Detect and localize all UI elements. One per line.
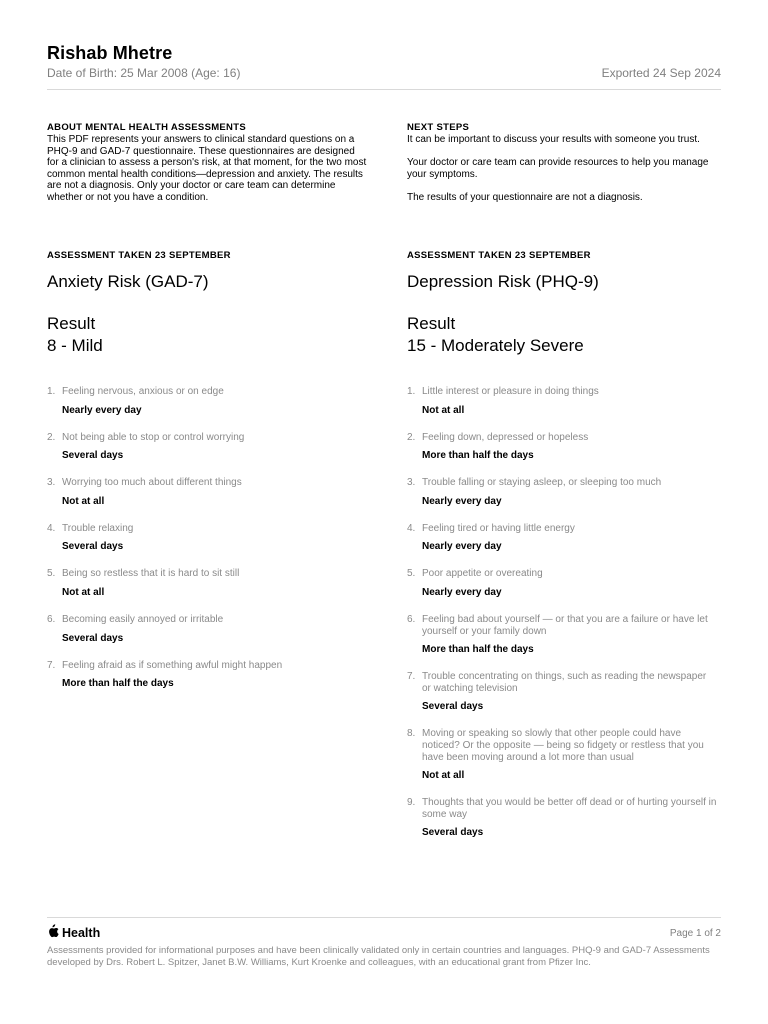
question-answer: Several days: [62, 450, 124, 462]
question-text: Poor appetite or overeating: [422, 568, 543, 580]
header-divider: [47, 89, 721, 90]
question-number: 4.: [407, 522, 416, 534]
question-text: Feeling afraid as if something awful might happen: [62, 659, 283, 671]
about-heading: ABOUT MENTAL HEALTH ASSESSMENTS: [47, 122, 246, 133]
gad7-question-item: [47, 614, 357, 645]
gad7-question-item: [47, 523, 357, 554]
phq9-question-list: [407, 386, 717, 854]
phq9-question-item: [407, 477, 717, 508]
question-number: 7.: [47, 659, 56, 671]
footer-disclaimer: Assessments provided for informational purposes and have been clinically validated only in certain countries and languages. PHQ-9 and GAD-7 Assessments developed by Drs. Robert L. Spitzer, Janet B.W. Williams, Kurt Kroenke and colleagues, with an educational grant from Pfizer Inc.: [47, 945, 710, 968]
about-text: This PDF represents your answers to clinical standard questions on a PHQ-9 and GAD-7 questionnaire. These questionnaires are designed for a clinician to assess a person's risk, at that moment, for the two most common mental health conditions—depression and anxiety. The results are not a diagnosis. Only your doctor or care team can determine whether or not you have a condition.: [47, 134, 367, 203]
phq9-question-item: [407, 728, 717, 782]
apple-logo-icon: [47, 924, 59, 941]
question-text: Moving or speaking so slowly that other people could have noticed? Or the opposite — being so fidgety or restless that you have been moving around a lot more than usual: [422, 728, 704, 763]
question-text: Feeling down, depressed or hopeless: [422, 431, 589, 443]
question-answer: Nearly every day: [422, 541, 502, 553]
patient-name: Rishab Mhetre: [47, 43, 173, 63]
phq9-result-label: Result: [407, 314, 456, 333]
question-answer: Nearly every day: [422, 586, 502, 598]
question-number: 6.: [407, 613, 416, 625]
gad7-date: ASSESSMENT TAKEN 23 SEPTEMBER: [47, 250, 231, 261]
gad7-question-item: [47, 477, 357, 508]
question-text: Feeling nervous, anxious or on edge: [62, 386, 224, 397]
question-number: 7.: [407, 671, 416, 683]
question-text: Little interest or pleasure in doing things: [422, 386, 599, 397]
phq9-question-item: [407, 797, 717, 839]
question-text: Feeling bad about yourself — or that you are a failure or have let yourself or your family down: [422, 613, 708, 637]
gad7-summary: [47, 250, 367, 356]
question-answer: More than half the days: [422, 450, 534, 462]
question-text: Trouble concentrating on things, such as reading the newspaper or watching television: [422, 671, 707, 694]
question-answer: Nearly every day: [422, 495, 502, 507]
question-answer: Several days: [422, 827, 484, 839]
phq9-title: Depression Risk (PHQ-9): [407, 272, 599, 291]
gad7-question-item: [47, 660, 357, 691]
about-section: [47, 122, 367, 204]
phq9-question-item: [407, 523, 717, 554]
next-steps-paragraph: Your doctor or care team can provide resources to help you manage your symptoms.: [407, 157, 709, 180]
question-number: 3.: [47, 477, 56, 489]
question-text: Feeling tired or having little energy: [422, 522, 575, 534]
phq9-question-item: [407, 386, 717, 417]
gad7-title: Anxiety Risk (GAD-7): [47, 272, 209, 291]
phq9-question-item: [407, 614, 717, 656]
question-answer: Not at all: [422, 770, 465, 782]
next-steps-heading: NEXT STEPS: [407, 122, 470, 133]
question-number: 5.: [47, 568, 56, 580]
date-of-birth: Date of Birth: 25 Mar 2008 (Age: 16): [47, 66, 241, 80]
question-text: Becoming easily annoyed or irritable: [62, 613, 224, 625]
gad7-result-value: 8 - Mild: [47, 335, 103, 355]
phq9-date: ASSESSMENT TAKEN 23 SEPTEMBER: [407, 250, 591, 261]
question-answer: Several days: [422, 701, 484, 713]
gad7-question-list: [47, 386, 357, 705]
phq9-result-value: 15 - Moderately Severe: [407, 335, 584, 355]
question-number: 2.: [47, 431, 56, 443]
question-answer: More than half the days: [422, 644, 534, 656]
phq9-question-item: [407, 671, 717, 713]
question-answer: Several days: [62, 632, 124, 644]
page-number: Page 1 of 2: [669, 928, 721, 939]
question-number: 9.: [407, 797, 416, 809]
question-answer: Not at all: [422, 404, 465, 416]
question-number: 2.: [407, 431, 416, 443]
question-answer: Several days: [62, 541, 124, 553]
question-number: 8.: [407, 728, 416, 740]
gad7-question-item: [47, 432, 357, 463]
question-number: 3.: [407, 477, 416, 489]
question-text: Thoughts that you would be better off dead or of hurting yourself in some way: [422, 797, 717, 820]
export-date: Exported 24 Sep 2024: [601, 66, 721, 80]
question-answer: Not at all: [62, 586, 105, 598]
question-text: Trouble relaxing: [62, 522, 134, 534]
next-steps-paragraph: It can be important to discuss your results with someone you trust.: [407, 134, 700, 145]
question-text: Being so restless that it is hard to sit still: [62, 568, 240, 580]
gad7-question-item: [47, 568, 357, 599]
next-steps-section: [407, 122, 727, 204]
question-number: 4.: [47, 522, 56, 534]
brand-name: Health: [62, 925, 101, 940]
phq9-question-item: [407, 568, 717, 599]
question-number: 5.: [407, 568, 416, 580]
health-brand: [47, 924, 100, 941]
footer-divider: [47, 917, 721, 918]
question-text: Worrying too much about different things: [62, 477, 242, 489]
gad7-question-item: [47, 386, 357, 417]
question-number: 1.: [407, 386, 416, 397]
question-text: Trouble falling or staying asleep, or sleeping too much: [422, 477, 662, 489]
document-page: [47, 0, 721, 1024]
gad7-result-label: Result: [47, 314, 96, 333]
question-answer: More than half the days: [62, 678, 174, 690]
question-number: 1.: [47, 386, 56, 397]
question-answer: Not at all: [62, 495, 105, 507]
phq9-summary: [407, 250, 727, 356]
question-text: Not being able to stop or control worrying: [62, 431, 245, 443]
question-number: 6.: [47, 613, 56, 625]
next-steps-paragraph: The results of your questionnaire are not a diagnosis.: [407, 191, 643, 203]
phq9-question-item: [407, 432, 717, 463]
question-answer: Nearly every day: [62, 404, 142, 416]
